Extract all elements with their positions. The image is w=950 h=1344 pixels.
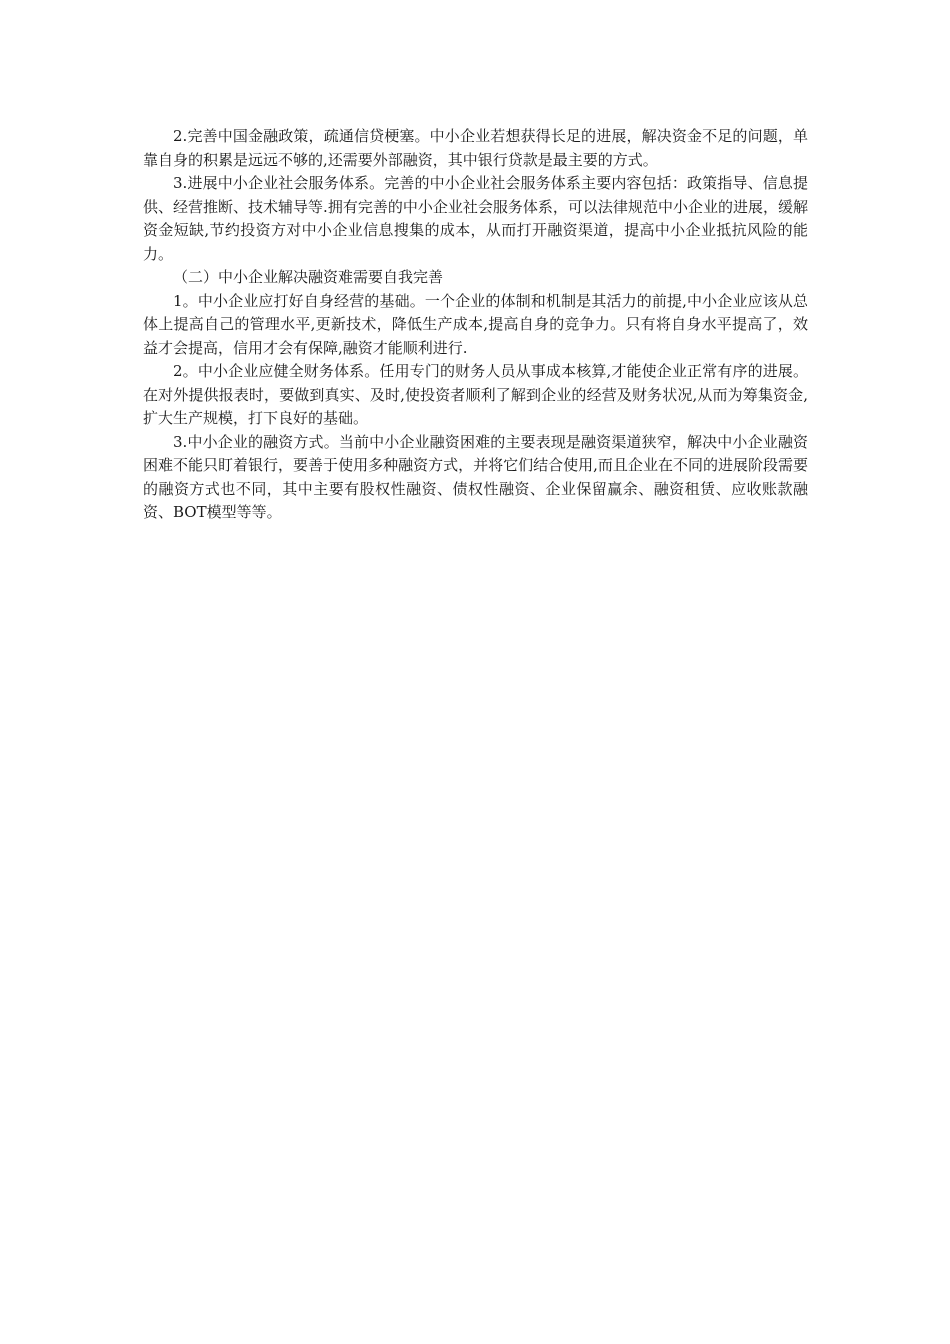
document-body (143, 125, 808, 525)
paragraph-service-system: 3.进展中小企业社会服务体系。完善的中小企业社会服务体系主要内容包括：政策指导、信息提供、经营推断、技术辅导等.拥有完善的中小企业社会服务体系，可以法律规范中小企业的进展，缓解资金短缺,节约投资方对中小企业信息搜集的成本，从而打开融资渠道，提高中小企业抵抗风险的能力。 (143, 174, 808, 263)
paragraph-operation-basis: 1。中小企业应打好自身经营的基础。一个企业的体制和机制是其活力的前提,中小企业应该从总体上提高自己的管理水平,更新技术，降低生产成本,提高自身的竞争力。只有将自身水平提高了，效益才会提高，信用才会有保障,融资才能顺利进行. (143, 291, 808, 357)
section-heading: （二）中小企业解决融资难需要自我完善 (173, 268, 444, 286)
paragraph-finance-system: 2。中小企业应健全财务体系。任用专门的财务人员从事成本核算,才能使企业正常有序的进展。在对外提供报表时，要做到真实、及时,使投资者顺利了解到企业的经营及财务状况,从而为筹集资金,扩大生产规模，打下良好的基础。 (143, 362, 808, 427)
paragraph-policy: 2.完善中国金融政策，疏通信贷梗塞。中小企业若想获得长足的进展，解决资金不足的问题，单靠自身的积累是远远不够的,还需要外部融资，其中银行贷款是最主要的方式。 (143, 127, 808, 169)
paragraph-financing-methods: 3.中小企业的融资方式。当前中小企业融资困难的主要表现是融资渠道狭窄，解决中小企业融资困难不能只盯着银行，要善于使用多种融资方式，并将它们结合使用,而且企业在不同的进展阶段需要的融资方式也不同，其中主要有股权性融资、债权性融资、企业保留赢余、融资租赁、应收账款融资、BOT模型等等。 (143, 432, 808, 521)
